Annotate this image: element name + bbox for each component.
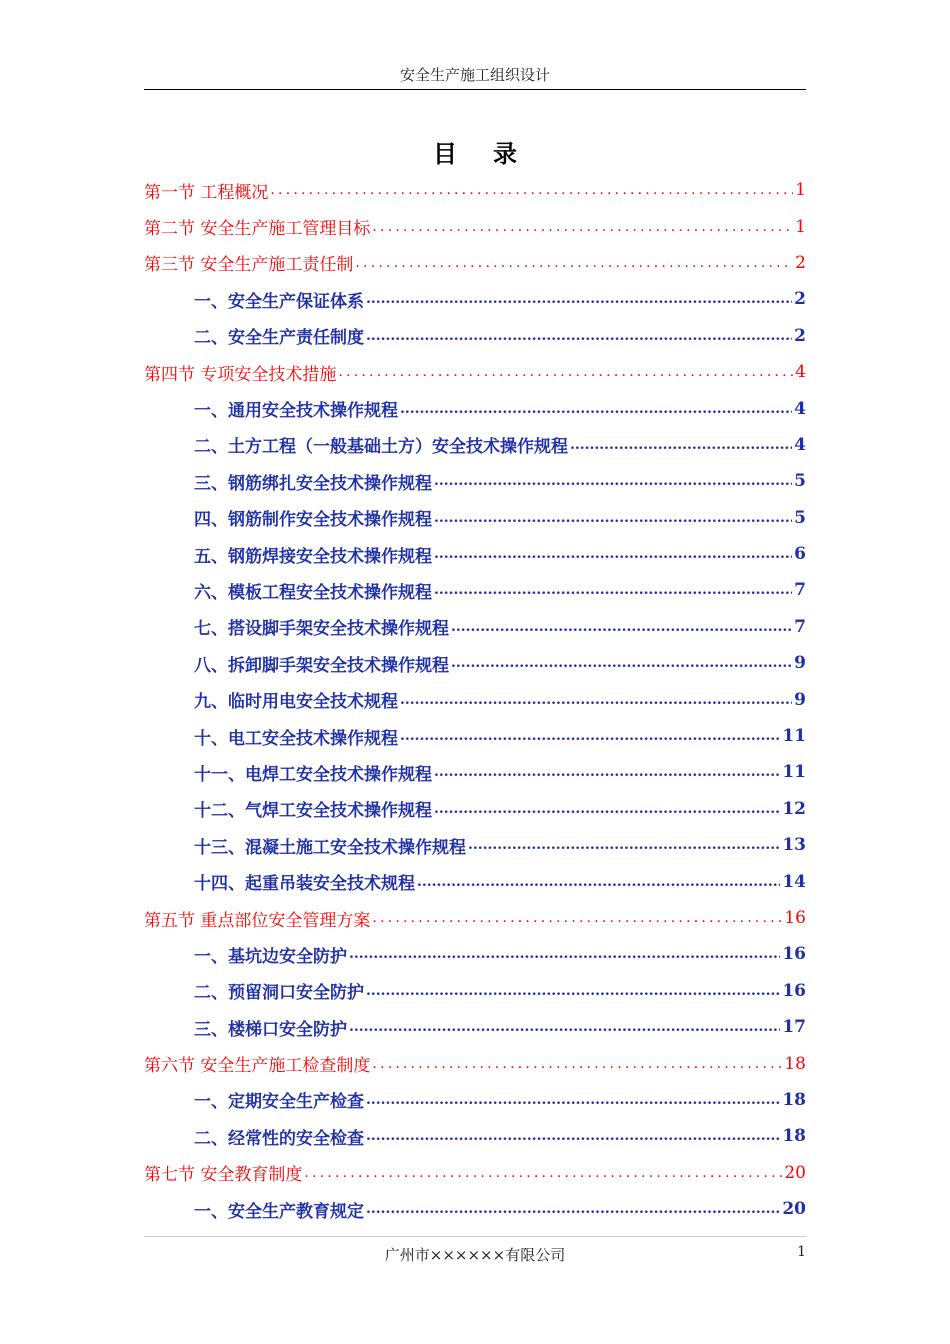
toc-subsection-entry[interactable]	[144, 1082, 806, 1118]
toc-entry-label: 五、钢筋焊接安全技术操作规程	[194, 546, 432, 567]
toc-subsection-entry[interactable]	[144, 936, 806, 972]
footer-page-number: 1	[797, 1244, 806, 1260]
toc-entry-label: 第五节 重点部位安全管理方案	[144, 910, 371, 931]
toc-leader-dots	[400, 728, 780, 744]
toc-leader-dots	[434, 510, 792, 526]
toc-subsection-entry[interactable]	[144, 318, 806, 354]
toc-leader-dots	[400, 401, 792, 417]
toc-entry-label: 第六节 安全生产施工检查制度	[144, 1056, 371, 1077]
toc-leader-dots	[366, 1092, 780, 1108]
toc-subsection-entry[interactable]	[144, 281, 806, 317]
toc-leader-dots	[434, 764, 780, 780]
toc-leader-dots	[451, 655, 792, 671]
toc-entry-label: 三、楼梯口安全防护	[194, 1019, 347, 1040]
toc-leader-dots	[400, 692, 792, 708]
toc-entry-page-number: 1	[795, 180, 806, 201]
toc-entry-page-number: 9	[794, 653, 806, 674]
toc-section-entry[interactable]	[144, 1155, 806, 1191]
toc-subsection-entry[interactable]	[144, 973, 806, 1009]
toc-entry-page-number: 1	[795, 216, 806, 237]
toc-subsection-entry[interactable]	[144, 572, 806, 608]
toc-entry-label: 一、安全生产教育规定	[194, 1201, 364, 1222]
toc-entry-page-number: 7	[794, 616, 806, 637]
toc-title: 目录	[433, 139, 553, 168]
toc-entry-page-number: 9	[794, 689, 806, 710]
toc-leader-dots	[570, 437, 792, 453]
toc-entry-page-number: 4	[794, 398, 806, 419]
toc-entry-page-number: 13	[782, 835, 806, 856]
toc-leader-dots	[468, 837, 780, 853]
toc-subsection-entry[interactable]	[144, 863, 806, 899]
toc-section-entry[interactable]	[144, 900, 806, 936]
toc-leader-dots	[366, 1128, 780, 1144]
toc-section-entry[interactable]	[144, 1045, 806, 1081]
toc-leader-dots	[434, 473, 792, 489]
toc-subsection-entry[interactable]	[144, 463, 806, 499]
toc-entry-page-number: 5	[794, 471, 806, 492]
toc-leader-dots	[355, 255, 793, 271]
toc-entry-page-number: 20	[782, 1199, 806, 1220]
toc-subsection-entry[interactable]	[144, 827, 806, 863]
toc-leader-dots	[434, 582, 792, 598]
toc-entry-label: 十二、气焊工安全技术操作规程	[194, 801, 432, 822]
page-header: 安全生产施工组织设计	[144, 64, 806, 90]
toc-leader-dots	[366, 328, 792, 344]
toc-entry-label: 一、基坑边安全防护	[194, 946, 347, 967]
toc-leader-dots	[417, 874, 780, 890]
toc-entry-page-number: 6	[794, 544, 806, 565]
toc-subsection-entry[interactable]	[144, 718, 806, 754]
toc-leader-dots	[366, 291, 792, 307]
toc-entry-label: 第四节 专项安全技术措施	[144, 364, 337, 385]
toc-subsection-entry[interactable]	[144, 791, 806, 827]
toc-subsection-entry[interactable]	[144, 390, 806, 426]
toc-subsection-entry[interactable]	[144, 1009, 806, 1045]
toc-leader-dots	[349, 946, 780, 962]
toc-leader-dots	[270, 182, 793, 198]
table-of-contents	[144, 172, 806, 1227]
toc-leader-dots	[372, 219, 793, 235]
toc-section-entry[interactable]	[144, 354, 806, 390]
toc-entry-label: 第七节 安全教育制度	[144, 1165, 303, 1186]
toc-entry-label: 三、钢筋绑扎安全技术操作规程	[194, 473, 432, 494]
toc-subsection-entry[interactable]	[144, 754, 806, 790]
footer-divider	[144, 1236, 806, 1237]
toc-entry-label: 十三、混凝土施工安全技术操作规程	[194, 837, 466, 858]
toc-entry-label: 一、定期安全生产检查	[194, 1092, 364, 1113]
toc-entry-page-number: 17	[782, 1017, 806, 1038]
toc-entry-page-number: 7	[794, 580, 806, 601]
toc-entry-label: 十四、起重吊装安全技术规程	[194, 874, 415, 895]
toc-entry-page-number: 2	[794, 289, 806, 310]
toc-entry-label: 四、钢筋制作安全技术操作规程	[194, 510, 432, 531]
toc-entry-label: 二、安全生产责任制度	[194, 328, 364, 349]
toc-entry-label: 八、拆卸脚手架安全技术操作规程	[194, 655, 449, 676]
toc-entry-page-number: 16	[784, 908, 806, 928]
toc-entry-label: 一、通用安全技术操作规程	[194, 401, 398, 422]
toc-leader-dots	[434, 546, 792, 562]
toc-entry-label: 二、土方工程（一般基础土方）安全技术操作规程	[194, 437, 568, 458]
toc-subsection-entry[interactable]	[144, 609, 806, 645]
toc-subsection-entry[interactable]	[144, 1118, 806, 1154]
toc-entry-label: 二、经常性的安全检查	[194, 1128, 364, 1149]
toc-entry-page-number: 2	[795, 252, 806, 273]
toc-entry-label: 一、安全生产保证体系	[194, 291, 364, 312]
toc-entry-page-number: 18	[784, 1053, 806, 1074]
toc-entry-page-number: 11	[782, 726, 806, 747]
toc-entry-page-number: 18	[782, 1126, 806, 1147]
toc-subsection-entry[interactable]	[144, 1191, 806, 1227]
toc-entry-label: 六、模板工程安全技术操作规程	[194, 582, 432, 603]
toc-entry-page-number: 20	[784, 1162, 806, 1183]
toc-subsection-entry[interactable]	[144, 681, 806, 717]
toc-leader-dots	[451, 619, 792, 635]
toc-entry-page-number: 16	[782, 944, 806, 965]
toc-entry-label: 第一节 工程概况	[144, 182, 269, 203]
toc-leader-dots	[372, 1056, 782, 1072]
toc-subsection-entry[interactable]	[144, 427, 806, 463]
toc-section-entry[interactable]	[144, 208, 806, 244]
toc-section-entry[interactable]	[144, 245, 806, 281]
toc-entry-page-number: 2	[794, 325, 806, 346]
toc-leader-dots	[366, 983, 780, 999]
toc-entry-page-number: 4	[795, 362, 806, 383]
toc-subsection-entry[interactable]	[144, 536, 806, 572]
toc-entry-page-number: 5	[794, 507, 806, 528]
toc-leader-dots	[434, 801, 780, 817]
toc-leader-dots	[366, 1201, 780, 1217]
toc-entry-label: 第二节 安全生产施工管理目标	[144, 219, 371, 240]
toc-subsection-entry[interactable]	[144, 500, 806, 536]
toc-entry-page-number: 14	[782, 871, 806, 892]
toc-entry-label: 二、预留洞口安全防护	[194, 983, 364, 1004]
toc-entry-label: 九、临时用电安全技术规程	[194, 692, 398, 713]
toc-entry-label: 十一、电焊工安全技术操作规程	[194, 764, 432, 785]
toc-subsection-entry[interactable]	[144, 645, 806, 681]
toc-entry-label: 七、搭设脚手架安全技术操作规程	[194, 619, 449, 640]
toc-leader-dots	[338, 364, 793, 380]
toc-entry-label: 第三节 安全生产施工责任制	[144, 255, 354, 276]
toc-entry-label: 十、电工安全技术操作规程	[194, 728, 398, 749]
toc-entry-page-number: 11	[782, 762, 806, 783]
footer-company: 广州市××××××有限公司	[384, 1246, 566, 1264]
toc-entry-page-number: 16	[782, 980, 806, 1001]
toc-entry-page-number: 12	[782, 798, 806, 819]
toc-section-entry[interactable]	[144, 172, 806, 208]
toc-leader-dots	[349, 1019, 780, 1035]
toc-entry-page-number: 4	[794, 434, 806, 455]
toc-leader-dots	[372, 910, 782, 926]
toc-entry-page-number: 18	[782, 1089, 806, 1110]
toc-leader-dots	[304, 1165, 782, 1181]
